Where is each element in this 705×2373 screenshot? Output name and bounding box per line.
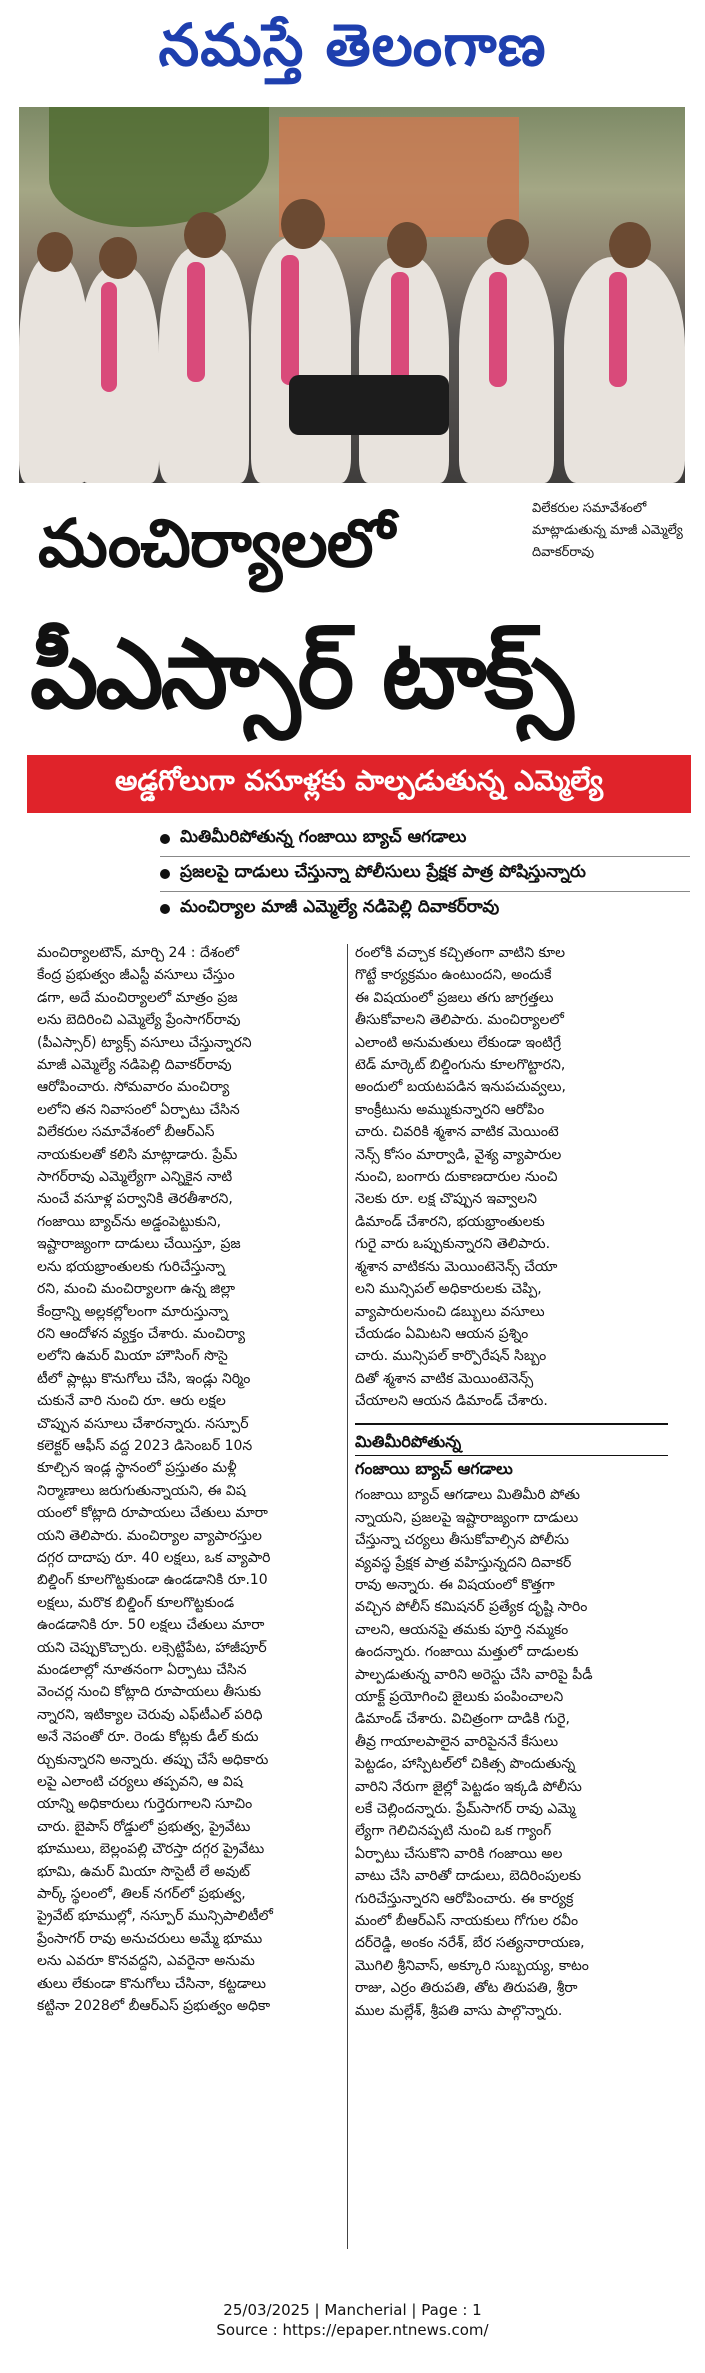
article-line: బిల్డింగ్ కూలగొట్టకుండా ఉండడానికి రూ.10 bbox=[37, 1572, 268, 1589]
article-line: వారిని నేరుగా జైల్లో పెట్టడం ఇక్కడి పోలీసు bbox=[355, 1778, 582, 1795]
article-line: గొట్టే కార్యక్రమం ఉంటుందని, అందుకే bbox=[355, 967, 552, 984]
article-line: లను భయభ్రాంతులకు గురిచేస్తున్నా bbox=[37, 1258, 226, 1275]
subhead-line: గంజాయి బ్యాచ్ ఆగడాలు bbox=[355, 1455, 668, 1480]
article-line: వెంచర్ల నుంచి కోట్లాది రూపాయలు తీసుకు bbox=[37, 1684, 262, 1701]
subhead-line: మితిమీరిపోతున్న bbox=[355, 1431, 462, 1451]
article-line: ఉండడానికి రూ. 50 లక్షలు చేతులు మారా bbox=[37, 1617, 265, 1634]
article-line: రావు అన్నారు. ఈ విషయంలో కొత్తగా bbox=[355, 1576, 555, 1593]
article-line: చారు. చివరికి శ్మశాన వాటిక మెయింటె bbox=[355, 1124, 559, 1141]
article-line: యంలో కోట్లాది రూపాయలు చేతులు మారా bbox=[37, 1505, 268, 1522]
photo-caption bbox=[532, 498, 702, 564]
article-line: చారు. మున్సిపల్ కార్పొరేషన్ సిబ్బం bbox=[355, 1348, 547, 1365]
caption-line: విలేకరుల సమావేశంలో bbox=[532, 501, 647, 516]
article-line: డిమాండ్ చేశారు. విచిత్రంగా దాడికి గురై, bbox=[355, 1711, 570, 1728]
footer-source-line: Source : https://epaper.ntnews.com/ bbox=[216, 2321, 489, 2339]
article-line: కట్టినా 2028లో బీఆర్‌ఎస్ ప్రభుత్వం అధికా bbox=[37, 1998, 271, 2015]
article-line: చేయడం ఏమిటని ఆయన ప్రశ్నిం bbox=[355, 1325, 529, 1342]
article-line: లకే చెల్లిందన్నారు. ప్రేమ్‌సాగర్ రావు ఎమ్మె bbox=[355, 1801, 576, 1818]
article-line: యని చెప్పుకొచ్చారు. లక్సెట్టిపేట, హాజీపూర్ bbox=[37, 1639, 267, 1656]
footer-date-line: 25/03/2025 | Mancherial | Page : 1 bbox=[223, 2301, 482, 2319]
article-line: డిమాండ్ చేశారని, భయభ్రాంతులకు bbox=[355, 1213, 545, 1230]
article-line: దగ్గర దాదాపు రూ. 40 లక్షలు, ఒక వ్యాపారి bbox=[37, 1549, 271, 1566]
article-line: మొగిలి శ్రీనివాస్, అక్కూరి సుబ్బయ్య, కాటం bbox=[355, 1957, 589, 1974]
bullet-icon bbox=[160, 904, 170, 914]
article-line: లని మున్సిపల్ అధికారులకు చెప్పి, bbox=[355, 1281, 542, 1298]
article-line: ఉందన్నారు. గంజాయి మత్తులో దాడులకు bbox=[355, 1644, 579, 1661]
article-line: నెలకు రూ. లక్ష చొప్పున ఇవ్వాలని bbox=[355, 1191, 537, 1208]
headline-line-1: మంచిర్యాలలో bbox=[38, 505, 394, 582]
bullet-item: ప్రజలపై దాడులు చేస్తున్నా పోలీసులు ప్రేక్షక పాత్ర పోషిస్తున్నారు bbox=[160, 856, 690, 891]
article-line: కలెక్టర్ ఆఫీస్ వద్ద 2023 డిసెంబర్ 10న bbox=[37, 1437, 253, 1454]
article-line: మంలో బీఆర్‌ఎస్ నాయకులు గోగుల రవీం bbox=[355, 1913, 579, 1930]
article-line: నాయకులతో కలిసి మాట్లాడారు. ప్రేమ్ bbox=[37, 1146, 238, 1163]
article-line: ర్చుకున్నారని అన్నారు. తప్పు చేసే అధికారు bbox=[37, 1751, 269, 1768]
bullet-icon bbox=[160, 869, 170, 879]
article-line: లను బెదిరించి ఎమ్మెల్యే ప్రేంసాగర్‌రావు bbox=[37, 1012, 241, 1029]
article-line: భూమి, ఉమర్ మియా సొసైటీ లే అవుట్ bbox=[37, 1863, 250, 1880]
article-line: రని ఆందోళన వ్యక్తం చేశారు. మంచిర్యా bbox=[37, 1325, 246, 1342]
bullet-item: మితిమీరిపోతున్న గంజాయి బ్యాచ్ ఆగడాలు bbox=[160, 822, 690, 856]
article-line: సాగర్‌రావు ఎమ్మెల్యేగా ఎన్నికైన నాటి bbox=[37, 1169, 233, 1186]
article-line: వాటు చేసి వారితో దాడులు, బెదిరింపులకు bbox=[355, 1868, 582, 1885]
bullet-list bbox=[160, 822, 690, 926]
article-line: వ్యవస్థ ప్రేక్షక పాత్ర వహిస్తున్నదని దివాకర్ bbox=[355, 1554, 572, 1571]
news-photo bbox=[19, 107, 685, 483]
masthead bbox=[0, 0, 705, 105]
article-line: కూల్చిన ఇండ్ల స్థానంలో ప్రస్తుతం మళ్లీ bbox=[37, 1460, 237, 1477]
article-line: నిర్మాణాలు జరుగుతున్నాయని, ఈ విష bbox=[37, 1482, 246, 1499]
article-line: చుకునే వారి నుంచి రూ. ఆరు లక్షల bbox=[37, 1393, 226, 1410]
caption-line: మాట్లాడుతున్న మాజీ ఎమ్మెల్యే bbox=[532, 523, 683, 538]
article-line: అందులో బయటపడిన ఇనుపచువ్వలు, bbox=[355, 1079, 566, 1096]
article-line: గంజాయి బ్యాచ్ ఆగడాలు మితిమీరి పోతు bbox=[355, 1487, 581, 1504]
article-line: న్నాయని, ప్రజలపై ఇష్టారాజ్యంగా దాడులు bbox=[355, 1509, 579, 1526]
article-line: రని, మంచి మంచిర్యాలగా ఉన్న జిల్లా bbox=[37, 1281, 236, 1298]
article-line: వచ్చిన పోలీస్ కమిషనర్ ప్రత్యేక దృష్టి సారిం bbox=[355, 1599, 588, 1616]
bullet-item: మంచిర్యాల మాజీ ఎమ్మెల్యే నడిపెల్లి దివాకర్‌రావు bbox=[160, 891, 690, 926]
right-column-top bbox=[355, 942, 668, 1413]
article-line: మండలాల్లో నూతనంగా ఏర్పాటు చేసిన bbox=[37, 1662, 247, 1678]
article-line: చారు. బైపాస్ రోడ్డులో ప్రభుత్వ, ప్రైవేటు bbox=[37, 1818, 251, 1835]
article-line: లపై ఎలాంటి చర్యలు తప్పవని, ఆ విష bbox=[37, 1774, 243, 1791]
article-line: ప్రైవేట్ భూముల్లో, నస్పూర్ మున్సిపాలిటీలో bbox=[37, 1908, 273, 1925]
article-line: దితో శ్మశాన వాటిక మెయింటెనెన్స్ bbox=[355, 1370, 534, 1387]
article-line: శ్మశాన వాటికను మెయింటెనెన్స్ చేయా bbox=[355, 1258, 558, 1275]
article-line: ఆరోపించారు. సోమవారం మంచిర్యా bbox=[37, 1079, 230, 1096]
article-line: ముల మల్లేశ్, శ్రీపతి వాసు పాల్గొన్నారు. bbox=[355, 2002, 563, 2019]
subheadline-banner bbox=[27, 755, 691, 813]
article-line: రాజు, ఎర్రం తిరుపతి, తోట తిరుపతి, శ్రీరా bbox=[355, 1980, 578, 1997]
page-footer bbox=[0, 2300, 705, 2340]
article-line: వ్యాపారులనుంచి డబ్బులు వసూలు bbox=[355, 1303, 545, 1320]
article-line: టీలో ప్లాట్లు కొనుగోలు చేసి, ఇండ్లు నిర్మిం bbox=[37, 1370, 251, 1387]
headline-line-2: పీఎస్సార్ టాక్స్ bbox=[30, 618, 571, 730]
newspaper-title: నమస్తే తెలంగాణ bbox=[158, 11, 547, 79]
article-line: కేంద్రాన్ని అల్లకల్లోలంగా మారుస్తున్నా bbox=[37, 1303, 229, 1320]
article-line: మాజీ ఎమ్మెల్యే నడిపెల్లి దివాకర్‌రావు bbox=[37, 1057, 232, 1074]
article-line: అనే నెపంతో రూ. రెండు కోట్లకు డీల్ కుదు bbox=[37, 1729, 259, 1746]
article-line: దర్‌రెడ్డి, అంకం నరేశ్, బేర సత్యనారాయణ, bbox=[355, 1935, 585, 1952]
article-line: గురై వారు ఒప్పుకున్నారని తెలిపారు. bbox=[355, 1236, 551, 1253]
article-line: గురిచేస్తున్నారని ఆరోపించారు. ఈ కార్యక్ర bbox=[355, 1890, 574, 1907]
article-line: పెట్టడం, హాస్పిటల్‌లో చికిత్స పొందుతున్న bbox=[355, 1756, 576, 1773]
article-line: లలోని ఉమర్ మియా హౌసింగ్ సొసై bbox=[37, 1348, 228, 1365]
article-column-left bbox=[37, 942, 342, 2018]
article-line: యాక్ట్ ప్రయోగించి జైలుకు పంపించాలని bbox=[355, 1689, 564, 1705]
bullet-icon bbox=[160, 834, 170, 844]
article-line: ఈ విషయంలో ప్రజలు తగు జాగ్రత్తలు bbox=[355, 989, 554, 1006]
article-line: తులు లేకుండా కొనుగోలు చేసినా, కట్టడాలు bbox=[37, 1975, 266, 1992]
article-line: నుంచి, బంగారు దుకాణదారుల నుంచి bbox=[355, 1169, 558, 1186]
article-line: లక్షలు, మరొక బిల్డింగ్ కూలగొట్టకుండ bbox=[37, 1594, 235, 1611]
article-line: నెన్స్ కోసం మార్వాడి, వైశ్య వ్యాపారుల bbox=[355, 1146, 562, 1163]
article-line: భూములు, బెల్లంపల్లి చౌరస్తా దగ్గర ప్రైవేటు bbox=[37, 1841, 265, 1858]
article-line: డగా, అదే మంచిర్యాలలో మాత్రం ప్రజ bbox=[37, 989, 238, 1006]
article-line: న్నారని, ఇటిక్యాల చెరువు ఎఫ్‌టీఎల్ పరిధి bbox=[37, 1706, 263, 1723]
article-line: ఏర్పాటు చేసుకొని వారికి గంజాయి అల bbox=[355, 1845, 563, 1862]
article-line: లను ఎవరూ కొనవద్దని, ఎవరైనా అనుమ bbox=[37, 1953, 255, 1970]
article-line: ఎలాంటి అనుమతులు లేకుండా ఇంటిగ్రే bbox=[355, 1034, 562, 1051]
article-column-right bbox=[355, 942, 668, 2022]
article-line: గంజాయి బ్యాచ్‌ను అడ్డంపెట్టుకుని, bbox=[37, 1213, 222, 1230]
article-line: చాలని, ఆయనపై తమకు పూర్తి నమ్మకం bbox=[355, 1621, 569, 1638]
article-line: విలేకరుల సమావేశంలో బీఆర్‌ఎస్ bbox=[37, 1124, 215, 1141]
article-line: పార్క్ స్థలంలో, తిలక్ నగర్‌లో ప్రభుత్వ, bbox=[37, 1886, 246, 1903]
article-line: టెడ్ మార్కెట్ బిల్డింగును కూలగొట్టారని, bbox=[355, 1057, 566, 1074]
article-line: పాల్పడుతున్న వారిని అరెస్టు చేసి వారిపై పీడీ bbox=[355, 1666, 593, 1683]
column-divider bbox=[347, 944, 348, 2249]
article-line: రంలోకి వచ్చాక కచ్చితంగా వాటిని కూల bbox=[355, 945, 566, 961]
subheadline: అడ్డగోలుగా వసూళ్లకు పాల్పడుతున్న ఎమ్మెల్యే bbox=[114, 764, 604, 797]
article-line: (పీఎస్సార్) ట్యాక్స్ వసూలు చేస్తున్నారని bbox=[37, 1034, 252, 1051]
caption-line: దివాకర్‌రావు bbox=[532, 545, 595, 560]
article-line: ఇష్టారాజ్యంగా దాడులు చేయిస్తూ, ప్రజ bbox=[37, 1236, 241, 1253]
article-line: తీసుకోవాలని తెలిపారు. మంచిర్యాలలో bbox=[355, 1012, 564, 1029]
article-line: చేయాలని ఆయన డిమాండ్ చేశారు. bbox=[355, 1393, 548, 1410]
article-line: నుంచే వసూళ్ల పర్వానికి తెరతీశారని, bbox=[37, 1191, 233, 1208]
article-line: యని తెలిపారు. మంచిర్యాల వ్యాపారస్తుల bbox=[37, 1527, 262, 1544]
article-line: ప్రేంసాగర్ రావు అనుచరులు అమ్మే భూము bbox=[37, 1930, 263, 1947]
article-line: కేంద్ర ప్రభుత్వం జీఎస్టీ వసూలు చేస్తుం bbox=[37, 967, 235, 984]
section-subhead bbox=[355, 1423, 668, 1481]
article-line: యాన్ని అధికారులు గుర్తెరుగాలని సూచిం bbox=[37, 1796, 253, 1813]
article-line: కాంక్రీటును అమ్ముకున్నారని ఆరోపిం bbox=[355, 1101, 545, 1118]
article-line: మంచిర్యాలటౌన్, మార్చి 24 : దేశంలో bbox=[37, 945, 240, 961]
article-line: లలోని తన నివాసంలో ఏర్పాటు చేసిన bbox=[37, 1101, 240, 1118]
article-line: తీవ్ర గాయాలపాలైన వారిపైననే కేసులు bbox=[355, 1733, 559, 1750]
article-line: చేస్తున్నా చర్యలు తీసుకోవాల్సిన పోలీసు bbox=[355, 1532, 569, 1549]
article-line: చొప్పున వసూలు చేశారన్నారు. నస్పూర్ bbox=[37, 1415, 249, 1432]
right-column-bottom bbox=[355, 1484, 668, 2022]
article-line: ల్యేగా గెలిచినప్పటి నుంచి ఒక గ్యాంగ్ bbox=[355, 1823, 552, 1840]
